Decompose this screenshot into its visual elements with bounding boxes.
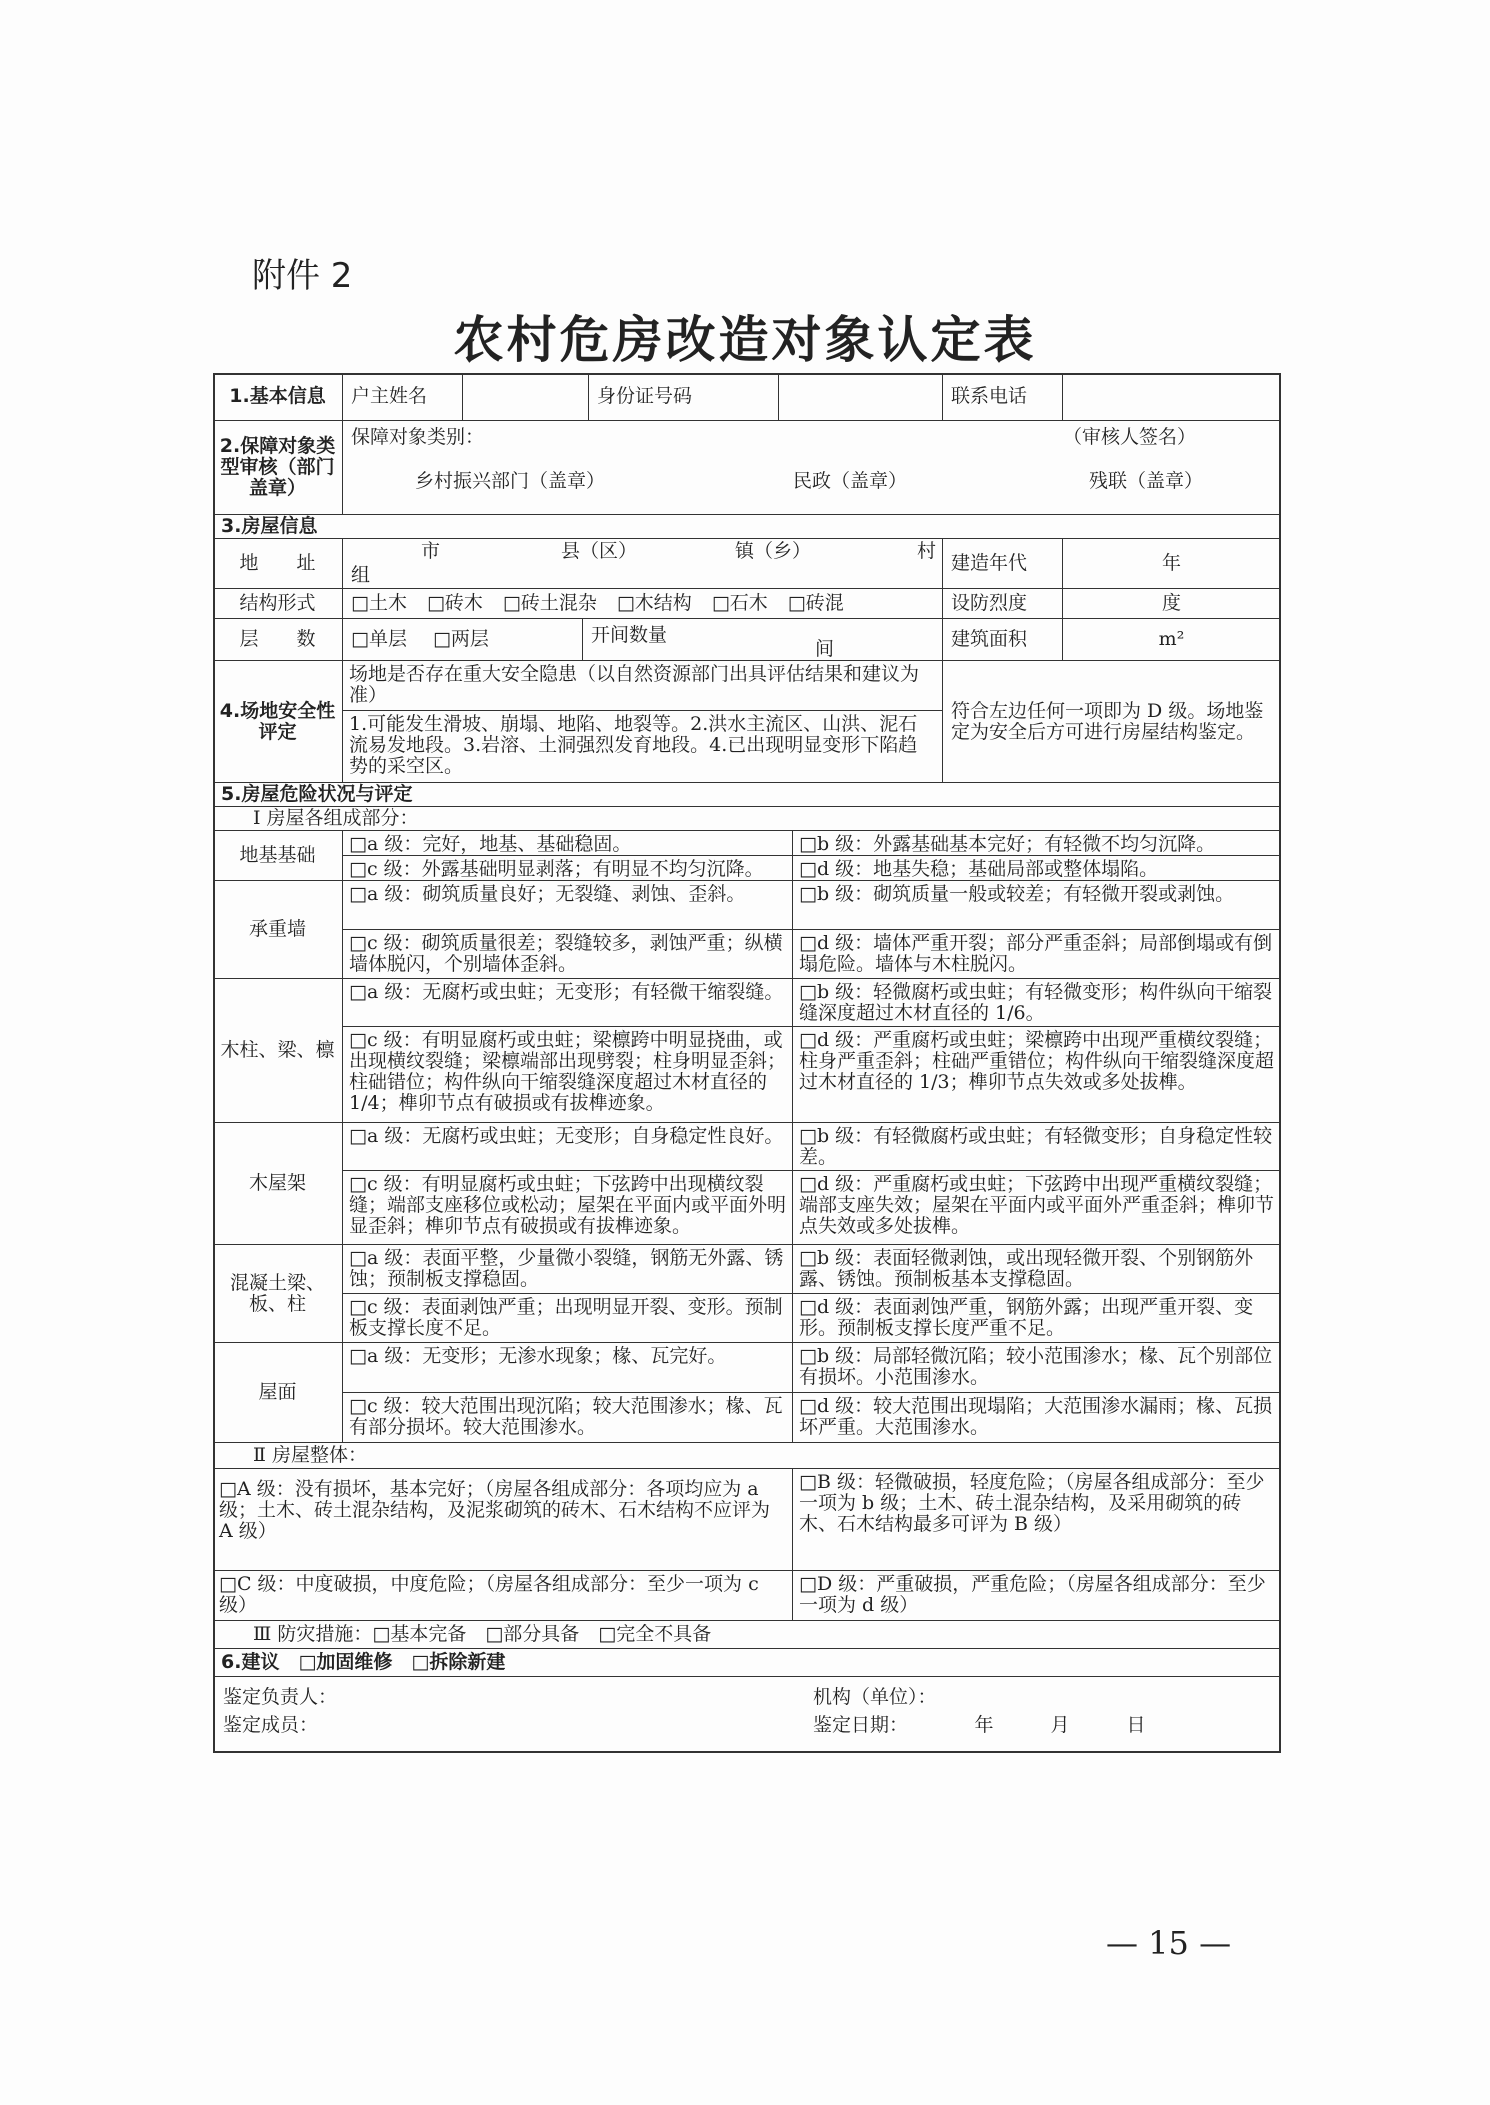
structure-option-brick-wood[interactable]: □砖木 <box>426 592 483 614</box>
guarantee-type-label: 保障对象类别： <box>351 426 485 448</box>
foundation-label: 地基基础 <box>213 831 343 881</box>
civil-affairs-stamp: 民政（盖章） <box>793 470 908 492</box>
structure-option-brick-earth[interactable]: □砖土混杂 <box>502 592 597 614</box>
rooms-unit: 间 <box>815 638 835 660</box>
structure-option-stone-wood[interactable]: □石木 <box>711 592 768 614</box>
assessment-date-label: 鉴定日期： 年 月 日 <box>813 1714 1146 1736</box>
overall-grade-d[interactable]: □D 级：严重破损，严重危险；（房屋各组成部分：至少一项为 d 级） <box>793 1571 1281 1621</box>
rooms-label: 开间数量 <box>591 624 668 646</box>
address-label: 地 址 <box>213 539 343 589</box>
build-year-field[interactable]: 年 <box>1063 539 1281 589</box>
site-hazard-question: 场地是否存在重大安全隐患（以自然资源部门出具评估结果和建议为准） <box>343 661 943 711</box>
wood-truss-grade-a[interactable]: □a 级：无腐朽或虫蛀；无变形；自身稳定性良好。 <box>343 1123 793 1171</box>
roof-grade-c[interactable]: □c 级：较大范围出现沉陷；较大范围渗水；椽、瓦有部分损坏。较大范围渗水。 <box>343 1393 793 1443</box>
address-city: 市 <box>421 540 441 562</box>
guarantee-type-cell <box>343 421 1281 515</box>
section4-header: 4.场地安全性评定 <box>213 661 343 783</box>
area-label: 建筑面积 <box>943 619 1063 661</box>
floors-label: 层 数 <box>213 619 343 661</box>
page-title: 农村危房改造对象认定表 <box>453 310 1037 369</box>
phone-field[interactable] <box>1063 373 1281 421</box>
section5-header: 5.房屋危险状况与评定 <box>213 783 1281 807</box>
foundation-grade-b[interactable]: □b 级：外露基础基本完好；有轻微不均匀沉降。 <box>793 831 1281 856</box>
structure-option-wood[interactable]: □木结构 <box>616 592 692 614</box>
id-number-field[interactable] <box>779 373 943 421</box>
build-year-label: 建造年代 <box>943 539 1063 589</box>
site-hazard-note: 符合左边任何一项即为 D 级。场地鉴定为安全后方可进行房屋结构鉴定。 <box>943 661 1281 783</box>
structure-option-earth-wood[interactable]: □土木 <box>351 592 407 614</box>
area-field[interactable]: m² <box>1063 619 1281 661</box>
phone-label: 联系电话 <box>943 373 1063 421</box>
component-parts-heading: Ⅰ 房屋各组成部分： <box>213 807 1281 831</box>
concrete-grade-c[interactable]: □c 级：表面剥蚀严重；出现明显开裂、变形。预制板支撑长度不足。 <box>343 1294 793 1343</box>
bearing-wall-grade-c[interactable]: □c 级：砌筑质量很差；裂缝较多，剥蚀严重；纵横墙体脱闪，个别墙体歪斜。 <box>343 930 793 979</box>
section2-header: 2.保障对象类型审核（部门盖章） <box>213 421 343 515</box>
concrete-grade-d[interactable]: □d 级：表面剥蚀严重，钢筋外露；出现严重开裂、变形。预制板支撑长度严重不足。 <box>793 1294 1281 1343</box>
attachment-label: 附件 2 <box>252 256 353 296</box>
organization-label: 机构（单位）： <box>813 1686 937 1708</box>
roof-grade-d[interactable]: □d 级：较大范围出现塌陷；大范围渗水漏雨；椽、瓦损坏严重。大范围渗水。 <box>793 1393 1281 1443</box>
wood-truss-grade-d[interactable]: □d 级：严重腐朽或虫蛀；下弦跨中出现严重横纹裂缝；端部支座失效；屋架在平面内或平面外严重歪斜；榫卯节点失效或多处拔榫。 <box>793 1171 1281 1245</box>
signature-block <box>213 1677 1281 1753</box>
section3-header: 3.房屋信息 <box>213 515 1281 539</box>
foundation-grade-d[interactable]: □d 级：地基失稳；基础局部或整体塌陷。 <box>793 856 1281 881</box>
wood-column-grade-a[interactable]: □a 级：无腐朽或虫蛀；无变形；有轻微干缩裂缝。 <box>343 979 793 1027</box>
wood-truss-label: 木屋架 <box>213 1123 343 1245</box>
overall-heading: Ⅱ 房屋整体： <box>213 1443 1281 1469</box>
concrete-grade-b[interactable]: □b 级：表面轻微剥蚀，或出现轻微开裂、个别钢筋外露、锈蚀。预制板基本支撑稳固。 <box>793 1245 1281 1294</box>
roof-label: 屋面 <box>213 1343 343 1443</box>
reviewer-sign-label: （审核人签名） <box>1063 426 1197 448</box>
overall-grade-b[interactable]: □B 级：轻微破损，轻度危险；（房屋各组成部分：至少一项为 b 级；土木、砖土混杂结构，及采用砌筑的砖木、石木结构最多可评为 B 级） <box>793 1469 1281 1571</box>
concrete-grade-a[interactable]: □a 级：表面平整，少量微小裂缝，钢筋无外露、锈蚀；预制板支撑稳固。 <box>343 1245 793 1294</box>
foundation-grade-a[interactable]: □a 级：完好，地基、基础稳固。 <box>343 831 793 856</box>
bearing-wall-label: 承重墙 <box>213 881 343 979</box>
wood-column-grade-d[interactable]: □d 级：严重腐朽或虫蛀；梁檩跨中出现严重横纹裂缝；柱身严重歪斜；柱础严重错位；构件纵向干缩裂缝深度超过木材直径的 1/3；榫卯节点失效或多处拔榫。 <box>793 1027 1281 1123</box>
assessment-form <box>213 373 1281 1753</box>
section6-recommendation[interactable]: 6.建议 □加固维修 □拆除新建 <box>213 1649 1281 1677</box>
wood-truss-grade-c[interactable]: □c 级：有明显腐朽或虫蛀；下弦跨中出现横纹裂缝；端部支座移位或松动；屋架在平面内或平面外明显歪斜；榫卯节点有破损或有拔榫迹象。 <box>343 1171 793 1245</box>
wood-column-label: 木柱、梁、檩 <box>213 979 343 1123</box>
foundation-grade-c[interactable]: □c 级：外露基础明显剥落；有明显不均匀沉降。 <box>343 856 793 881</box>
section1-header: 1.基本信息 <box>213 373 343 421</box>
address-field[interactable] <box>343 539 943 589</box>
id-number-label: 身份证号码 <box>589 373 779 421</box>
rural-revitalization-stamp: 乡村振兴部门（盖章） <box>415 470 606 492</box>
disaster-prevention-row[interactable]: Ⅲ 防灾措施：□基本完备 □部分具备 □完全不具备 <box>213 1621 1281 1649</box>
overall-grade-a[interactable]: □A 级：没有损坏，基本完好；（房屋各组成部分：各项均应为 a 级；土木、砖土混杂结构，及泥浆砌筑的砖木、石木结构不应评为 A 级） <box>213 1469 793 1571</box>
page-number: — 15 — <box>1106 1924 1232 1962</box>
structure-options <box>343 589 943 619</box>
disabled-federation-stamp: 残联（盖章） <box>1089 470 1204 492</box>
site-hazard-items: 1.可能发生滑坡、崩塌、地陷、地裂等。2.洪水主流区、山洪、泥石流易发地段。3.岩溶、土洞强烈发育地段。4.已出现明显变形下陷趋势的采空区。 <box>343 711 943 783</box>
structure-option-brick-concrete[interactable]: □砖混 <box>787 592 844 614</box>
bearing-wall-grade-d[interactable]: □d 级：墙体严重开裂；部分严重歪斜；局部倒塌或有倒塌危险。墙体与木柱脱闪。 <box>793 930 1281 979</box>
address-county: 县（区） <box>561 540 638 562</box>
owner-name-label: 户主姓名 <box>343 373 463 421</box>
wood-truss-grade-b[interactable]: □b 级：有轻微腐朽或虫蛀；有轻微变形；自身稳定性较差。 <box>793 1123 1281 1171</box>
wood-column-grade-b[interactable]: □b 级：轻微腐朽或虫蛀；有轻微变形；构件纵向干缩裂缝深度超过木材直径的 1/6。 <box>793 979 1281 1027</box>
seismic-field[interactable]: 度 <box>1063 589 1281 619</box>
roof-grade-b[interactable]: □b 级：局部轻微沉陷；较小范围渗水；椽、瓦个别部位有损坏。小范围渗水。 <box>793 1343 1281 1393</box>
structure-label: 结构形式 <box>213 589 343 619</box>
seismic-label: 设防烈度 <box>943 589 1063 619</box>
owner-name-field[interactable] <box>463 373 589 421</box>
roof-grade-a[interactable]: □a 级：无变形；无渗水现象；椽、瓦完好。 <box>343 1343 793 1393</box>
address-village: 村 <box>917 540 937 562</box>
wood-column-grade-c[interactable]: □c 级：有明显腐朽或虫蛀；梁檩跨中明显挠曲，或出现横纹裂缝；梁檩端部出现劈裂；柱身明显歪斜；柱础错位；构件纵向干缩裂缝深度超过木材直径的 1/4；榫卯节点有破损或有拔榫迹象。 <box>343 1027 793 1123</box>
concrete-label: 混凝土梁、板、柱 <box>213 1245 343 1343</box>
rooms-field[interactable] <box>583 619 943 661</box>
floor-option-single[interactable]: □单层 <box>351 628 407 650</box>
floor-options <box>343 619 583 661</box>
overall-grade-c[interactable]: □C 级：中度破损，中度危险；（房屋各组成部分：至少一项为 c 级） <box>213 1571 793 1621</box>
bearing-wall-grade-a[interactable]: □a 级：砌筑质量良好；无裂缝、剥蚀、歪斜。 <box>343 881 793 930</box>
address-group: 组 <box>351 564 371 586</box>
assessor-leader-label: 鉴定负责人： <box>223 1686 338 1708</box>
assessor-members-label: 鉴定成员： <box>223 1714 319 1736</box>
floor-option-double[interactable]: □两层 <box>432 628 489 650</box>
bearing-wall-grade-b[interactable]: □b 级：砌筑质量一般或较差；有轻微开裂或剥蚀。 <box>793 881 1281 930</box>
address-town: 镇（乡） <box>735 540 812 562</box>
